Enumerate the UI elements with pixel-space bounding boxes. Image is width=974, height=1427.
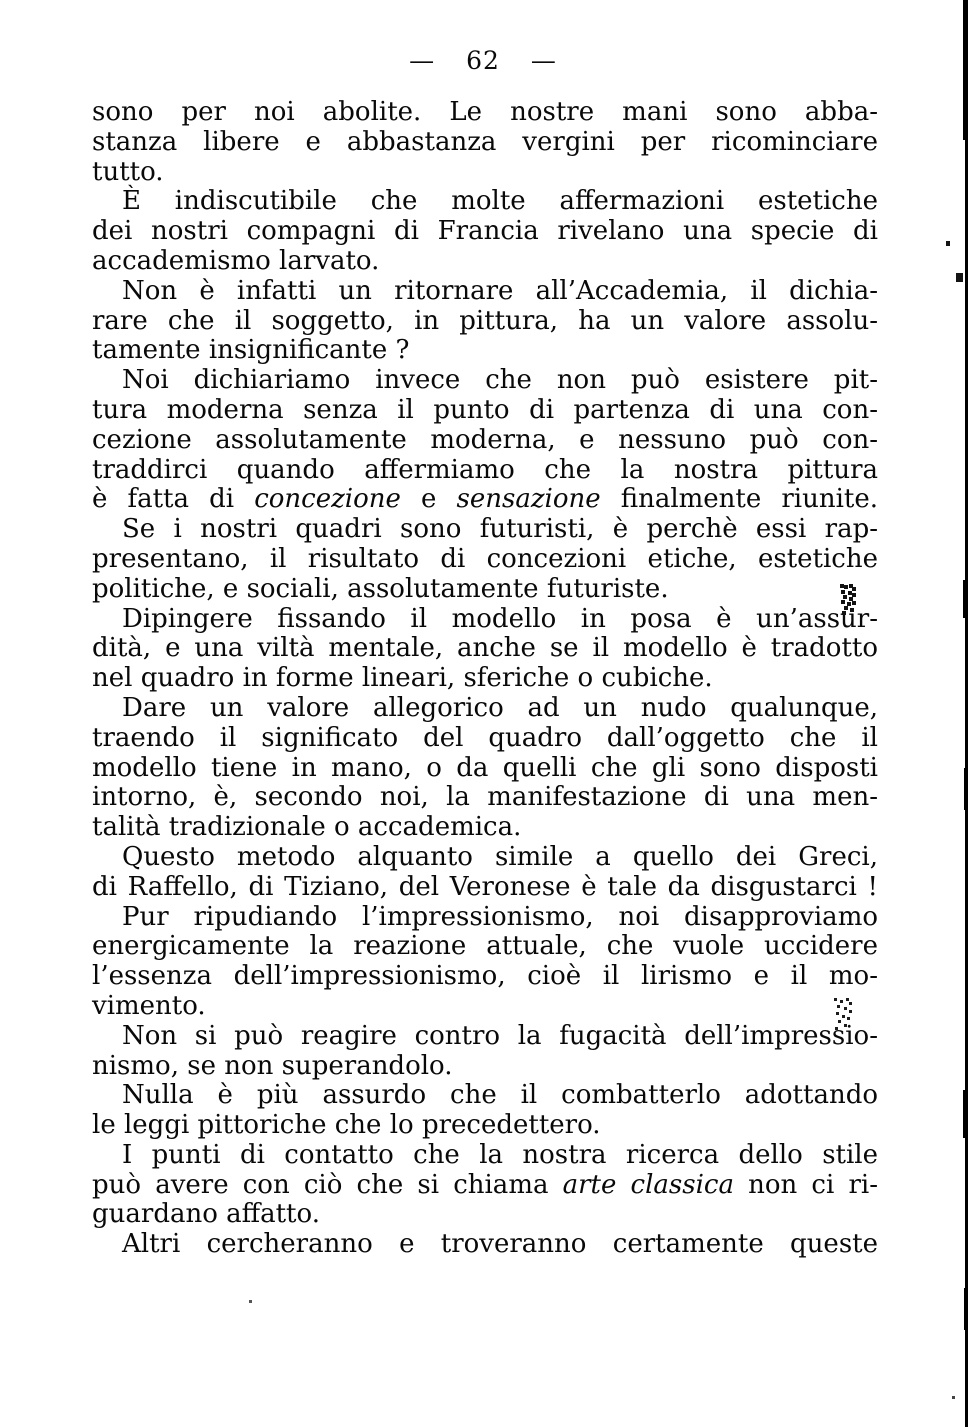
text-segment: rare che il soggetto, in pittura, ha un valore assolu- — [92, 305, 878, 336]
text-line — [92, 128, 878, 158]
text-segment: Altri cercheranno e troveranno certamente queste — [122, 1229, 878, 1260]
text-line — [92, 456, 878, 486]
text-line — [92, 515, 878, 545]
text-line — [92, 1200, 878, 1230]
text-segment: finalmente riunite. — [600, 484, 879, 515]
text-segment: Dare un valore allegorico ad un nudo qualunque, — [122, 692, 878, 723]
ink-smudge — [834, 998, 837, 1001]
italic-text: sensazione — [456, 484, 601, 515]
text-line — [92, 1081, 878, 1111]
paragraph — [92, 1230, 878, 1260]
paragraph — [92, 187, 878, 276]
text-line — [92, 187, 878, 217]
paragraph — [92, 1081, 878, 1141]
text-line — [92, 277, 878, 307]
scan-edge-segment — [963, 1090, 968, 1138]
text-line — [92, 843, 878, 873]
text-line — [92, 694, 878, 724]
paragraph — [92, 903, 878, 1022]
text-segment: modello tiene in mano, o da quelli che gli sono disposti — [92, 752, 878, 783]
text-line — [92, 336, 878, 366]
text-line — [92, 1111, 878, 1141]
paragraph — [92, 515, 878, 604]
text-segment: l’essenza dell’impressionismo, cioè il lirismo e il mo- — [92, 961, 878, 992]
paragraph — [92, 605, 878, 694]
text-line — [92, 545, 878, 575]
text-segment: di Raffello, di Tiziano, del Veronese è tale da disgustarci ! — [92, 871, 878, 902]
text-line — [92, 426, 878, 456]
scan-edge-line — [965, 0, 968, 1427]
text-line — [92, 634, 878, 664]
paragraph — [92, 277, 878, 366]
text-segment: stanza libere e abbastanza vergini per ricominciare — [92, 126, 878, 157]
text-segment: dità, e una viltà mentale, anche se il modello è tradotto — [92, 633, 878, 664]
text-line — [92, 664, 878, 694]
text-line — [92, 754, 878, 784]
text-line — [92, 873, 878, 903]
text-segment: dei nostri compagni di Francia rivelano una specie di — [92, 216, 878, 247]
paragraph — [92, 694, 878, 843]
text-line — [92, 98, 878, 128]
text-segment: presentano, il risultato di concezioni etiche, estetiche — [92, 543, 878, 574]
text-line — [92, 1230, 878, 1260]
text-segment: cezione assolutamente moderna, e nessuno può con- — [92, 424, 878, 455]
text-segment: è fatta di — [92, 484, 255, 515]
text-segment: intorno, è, secondo noi, la manifestazione di una men- — [92, 782, 878, 813]
text-segment: tamente insignificante ? — [92, 335, 410, 366]
text-line — [92, 1141, 878, 1171]
text-segment: accademismo larvato. — [92, 245, 380, 276]
text-segment: vimento. — [92, 990, 206, 1021]
text-line — [92, 247, 878, 277]
paragraph — [92, 843, 878, 903]
text-segment: Dipingere fissando il modello in posa è un’assur- — [122, 603, 878, 634]
italic-text: arte classica — [562, 1169, 734, 1200]
text-segment: nel quadro in forme lineari, sferiche o cubiche. — [92, 663, 713, 694]
text-segment: Se i nostri quadri sono futuristi, è perchè essi rap- — [122, 514, 878, 545]
text-line — [92, 724, 878, 754]
paragraph — [92, 98, 878, 187]
text-segment: sono per noi abolite. Le nostre mani sono abba- — [92, 97, 878, 127]
text-line — [92, 813, 878, 843]
text-line — [92, 307, 878, 337]
text-segment: politiche, e sociali, assolutamente futuriste. — [92, 573, 669, 604]
ink-smudge — [840, 584, 844, 588]
text-segment: È indiscutibile che molte affermazioni estetiche — [122, 186, 878, 217]
text-segment: I punti di contatto che la nostra ricerca dello stile — [122, 1139, 878, 1170]
text-segment: guardano affatto. — [92, 1199, 320, 1230]
text-line — [92, 992, 878, 1022]
text-line — [92, 485, 878, 515]
text-line — [92, 575, 878, 605]
text-line — [92, 932, 878, 962]
text-segment: tutto. — [92, 156, 164, 187]
scan-edge-segment — [964, 1288, 968, 1330]
text-segment: le leggi pittoriche che lo precedettero. — [92, 1110, 601, 1141]
text-segment: tura moderna senza il punto di partenza di una con- — [92, 394, 878, 425]
text-segment: Questo metodo alquanto simile a quello dei Greci, — [122, 841, 878, 872]
text-line — [92, 396, 878, 426]
text-segment: Nulla è più assurdo che il combatterlo adottando — [122, 1080, 878, 1111]
scan-edge-segment — [963, 0, 968, 140]
ink-speck — [952, 1396, 955, 1399]
text-segment: Non è infatti un ritornare all’Accademia, il dichia- — [122, 275, 878, 306]
text-line — [92, 1171, 878, 1201]
text-segment: traendo il significato del quadro dall’oggetto che il — [92, 722, 878, 753]
ink-speck — [946, 241, 950, 246]
text-line — [92, 783, 878, 813]
paragraph — [92, 366, 878, 515]
page-header — [0, 46, 966, 75]
text-line — [92, 903, 878, 933]
text-segment: Pur ripudiando l’impressionismo, noi disapproviamo — [122, 901, 878, 932]
text-line — [92, 962, 878, 992]
text-line — [92, 1022, 878, 1052]
text-segment: talità tradizionale o accademica. — [92, 812, 522, 843]
text-segment: Non si può reagire contro la fugacità dell’impressio- — [122, 1020, 878, 1051]
text-segment: nismo, se non superandolo. — [92, 1050, 453, 1081]
text-segment: traddirci quando affermiamo che la nostra pittura — [92, 454, 878, 485]
page-body — [92, 98, 878, 1260]
text-line — [92, 1052, 878, 1082]
text-line — [92, 605, 878, 635]
text-segment: energicamente la reazione attuale, che vuole uccidere — [92, 931, 878, 962]
ink-speck — [956, 273, 963, 282]
text-line — [92, 366, 878, 396]
italic-text: concezione — [254, 484, 401, 515]
text-line — [92, 217, 878, 247]
scan-edge-segment — [963, 580, 968, 618]
paragraph — [92, 1141, 878, 1230]
text-segment: può avere con ciò che si chiama — [92, 1169, 563, 1200]
paragraph — [92, 1022, 878, 1082]
text-line — [92, 158, 878, 188]
text-segment: non ci ri- — [733, 1169, 878, 1200]
page-number: — 62 — — [409, 46, 557, 75]
text-segment: e — [400, 484, 457, 515]
scan-edge-segment — [964, 768, 968, 810]
ink-speck — [249, 1300, 252, 1303]
text-segment: Noi dichiariamo invece che non può esistere pit- — [122, 365, 878, 396]
